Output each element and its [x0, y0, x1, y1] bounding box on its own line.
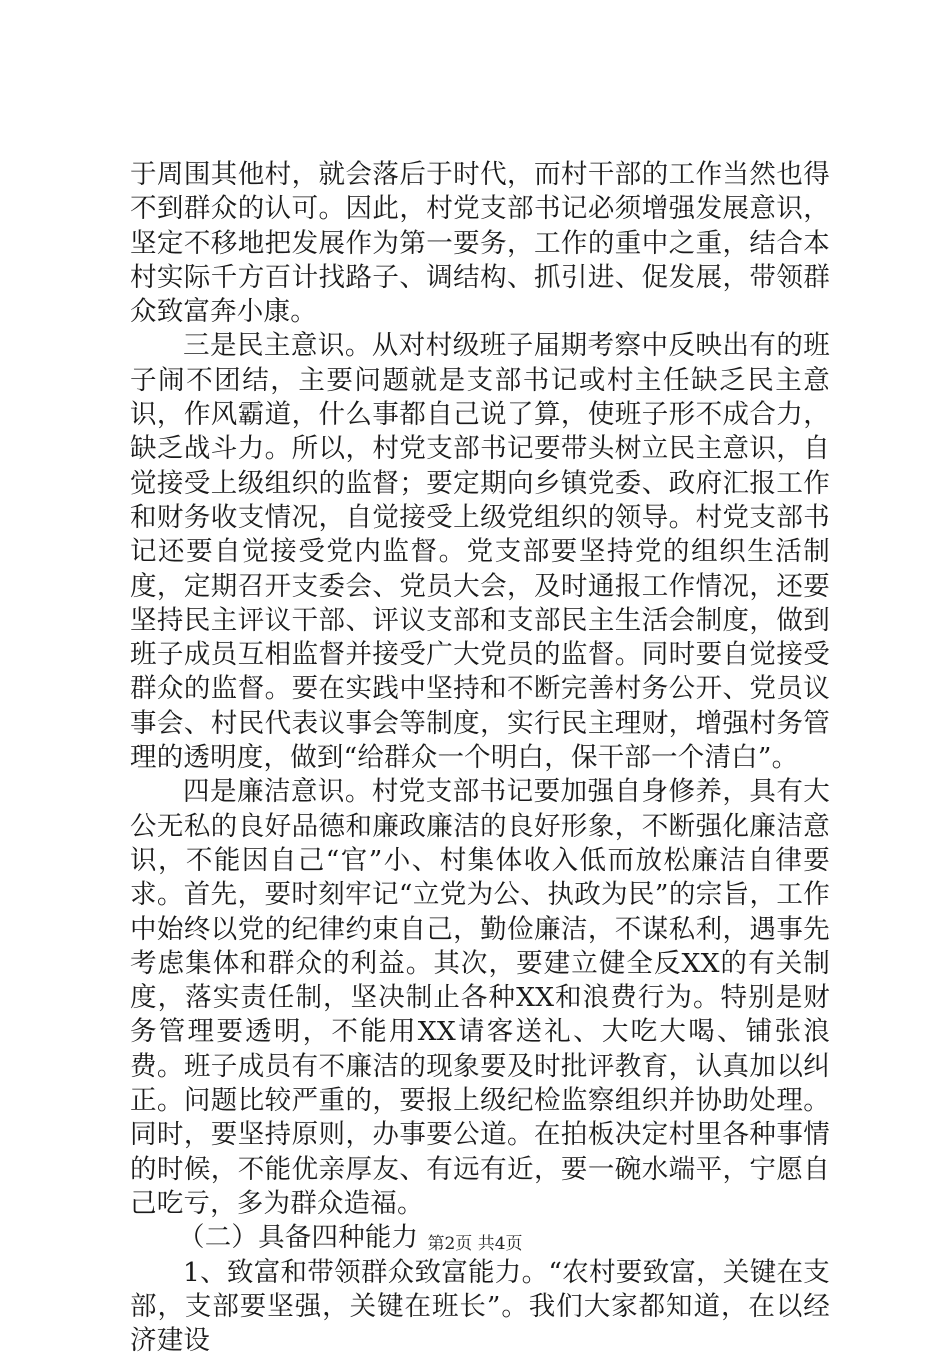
paragraph-democracy-awareness: 三是民主意识。从对村级班子届期考察中反映出有的班子闹不团结，主要问题就是支部书记或村主任缺乏民主意识，作风霸道，什么事都自己说了算，使班子形不成合力，缺乏战斗力。所以，村党支部书记要带头树立民主意识，自觉接受上级组织的监督；要定期向乡镇党委、政府汇报工作和财务收支情况，自觉接受上级党组织的领导。村党支部书记还要自觉接受党内监督。党支部要坚持党的组织生活制度，定期召开支委会、党员大会，及时通报工作情况，还要坚持民主评议干部、评议支部和支部民主生活会制度，做到班子成员互相监督并接受广大党员的监督。同时要自觉接受群众的监督。要在实践中坚持和不断完善村务公开、党员议事会、村民代表议事会等制度，实行民主理财，增强村务管理的透明度，做到“给群众一个明白，保干部一个清白”。 — [130, 329, 830, 775]
document-body — [130, 158, 830, 1358]
page-number-footer: 第2页 共4页 — [0, 1229, 950, 1254]
paragraph-wealth-ability: 1、致富和带领群众致富能力。“农村要致富，关键在支部，支部要坚强，关键在班长”。我们大家都知道，在以经济建设 — [130, 1256, 830, 1358]
paragraph-integrity-awareness: 四是廉洁意识。村党支部书记要加强自身修养，具有大公无私的良好品德和廉政廉洁的良好形象，不断强化廉洁意识，不能因自己“官”小、村集体收入低而放松廉洁自律要求。首先，要时刻牢记“立党为公、执政为民”的宗旨，工作中始终以党的纪律约束自己，勤俭廉洁，不谋私利，遇事先考虑集体和群众的利益。其次，要建立健全反XX的有关制度，落实责任制，坚决制止各种XX和浪费行为。特别是财务管理要透明，不能用XX请客送礼、大吃大喝、铺张浪费。班子成员有不廉洁的现象要及时批评教育，认真加以纠正。问题比较严重的，要报上级纪检监察组织并协助处理。同时，要坚持原则，办事要公道。在拍板决定村里各种事情的时候，不能优亲厚友、有远有近，要一碗水端平，宁愿自己吃亏，多为群众造福。 — [130, 775, 830, 1221]
section-heading-four-abilities: （二）具备四种能力 — [130, 1221, 830, 1255]
paragraph-continuation: 于周围其他村，就会落后于时代，而村干部的工作当然也得不到群众的认可。因此，村党支部书记必须增强发展意识，坚定不移地把发展作为第一要务，工作的重中之重，结合本村实际千方百计找路子、调结构、抓引进、促发展，带领群众致富奔小康。 — [130, 158, 830, 329]
